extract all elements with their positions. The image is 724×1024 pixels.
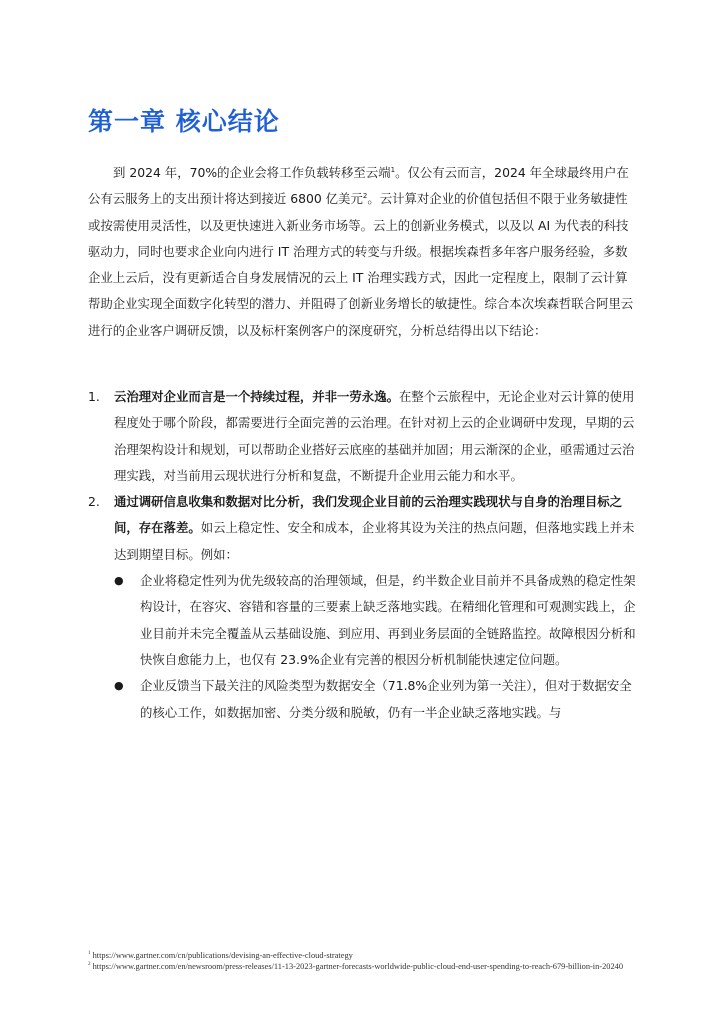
footnote-2 <box>88 961 636 972</box>
conclusion-heading: 通过调研信息收集和数据对比分析，我们发现企业目前的云治理实践现状与自身的治理目标之间，存在落差。 <box>114 494 623 536</box>
bullet-icon: ● <box>114 679 124 693</box>
intro-text-1: 到 2024 年，70%的企业会将工作负载转移至云端 <box>113 165 391 180</box>
bullet-text: 企业反馈当下最关注的风险类型为数据安全（71.8%企业列为第一关注），但对于数据安全的核心工作，如数据加密、分类分级和脱敏，仍有一半企业缺乏落地实践。与 <box>140 678 632 720</box>
list-number: 2. <box>88 494 100 510</box>
intro-text-3: 。云计算对企业的价值包括但不限于业务敏捷性或按需使用灵活性，以及更快速进入新业务市场等。云上的创新业务模式，以及以 AI 为代表的科技驱动力，同时也要求企业向内进行 IT 治理方式的转变与升级。根据埃森哲多年客户服务经验，多数企业上云后，没有更新适合自身发展情况的云上 IT 治理实践方式，因此一定程度上，限制了云计算帮助企业实现全面数字化转型的潜力、并阻碍了创新业务增长的敏捷性。综合本次埃森哲联合阿里云进行的企业客户调研反馈，以及标杆案例客户的深度研究，分析总结得出以下结论： <box>88 191 634 338</box>
intro-text-2: 。仅公有云而言，2024 年全球最终用户在公有云服务上的支出预计将达到接近 6800 亿美元 <box>88 165 629 207</box>
footnote-1 <box>88 950 636 961</box>
footnotes <box>88 950 636 972</box>
conclusion-text: 如云上稳定性、安全和成本，企业将其设为关注的热点问题，但落地实践上并未达到期望目标。例如： <box>114 520 635 562</box>
list-number: 1. <box>88 389 100 404</box>
intro-paragraph <box>88 160 636 344</box>
bullet-icon: ● <box>114 574 124 588</box>
footnote-ref-2[interactable]: 2 <box>362 192 368 201</box>
conclusion-heading: 云治理对企业而言是一个持续过程，并非一劳永逸。 <box>114 389 399 404</box>
bullet-item <box>114 673 636 726</box>
footnote-mark: 1 <box>88 951 91 957</box>
conclusion-item-1 <box>88 384 636 489</box>
bullet-text: 企业将稳定性列为优先级较高的治理领域，但是，约半数企业目前并不具备成熟的稳定性架构设计，在容灾、容错和容量的三要素上缺乏落地实践。在精细化管理和可观测实践上，企业目前并未完全覆盖从云基础设施、到应用、再到业务层面的全链路监控。故障根因分析和快恢自愈能力上，也仅有 23.9%企业有完善的根因分析机制能快速定位问题。 <box>140 573 636 667</box>
footnote-mark: 2 <box>88 962 91 968</box>
conclusion-bullets <box>114 568 636 726</box>
conclusion-text: 在整个云旅程中，无论企业对云计算的使用程度处于哪个阶段，都需要进行全面完善的云治理。在针对初上云的企业调研中发现，早期的云治理架构设计和规划，可以帮助企业搭好云底座的基础并加固；用云渐深的企业，亟需通过云治理实践，对当前用云现状进行分析和复盘，不断提升企业用云能力和水平。 <box>114 389 635 483</box>
conclusion-list <box>88 384 636 726</box>
footnote-ref-1[interactable]: 1 <box>390 165 396 174</box>
chapter-title: 第一章 核心结论 <box>88 107 280 136</box>
footnote-link[interactable]: https://www.gartner.com/cn/publications/devising-an-effective-cloud-strategy <box>92 951 353 960</box>
bullet-item <box>114 568 636 673</box>
footnote-link[interactable]: https://www.gartner.com/en/newsroom/press-releases/11-13-2023-gartner-forecasts-worldwide-public-cloud-end-user-spending-to-reach-679-billion-in-20240 <box>92 962 624 971</box>
conclusion-item-2 <box>88 489 636 726</box>
